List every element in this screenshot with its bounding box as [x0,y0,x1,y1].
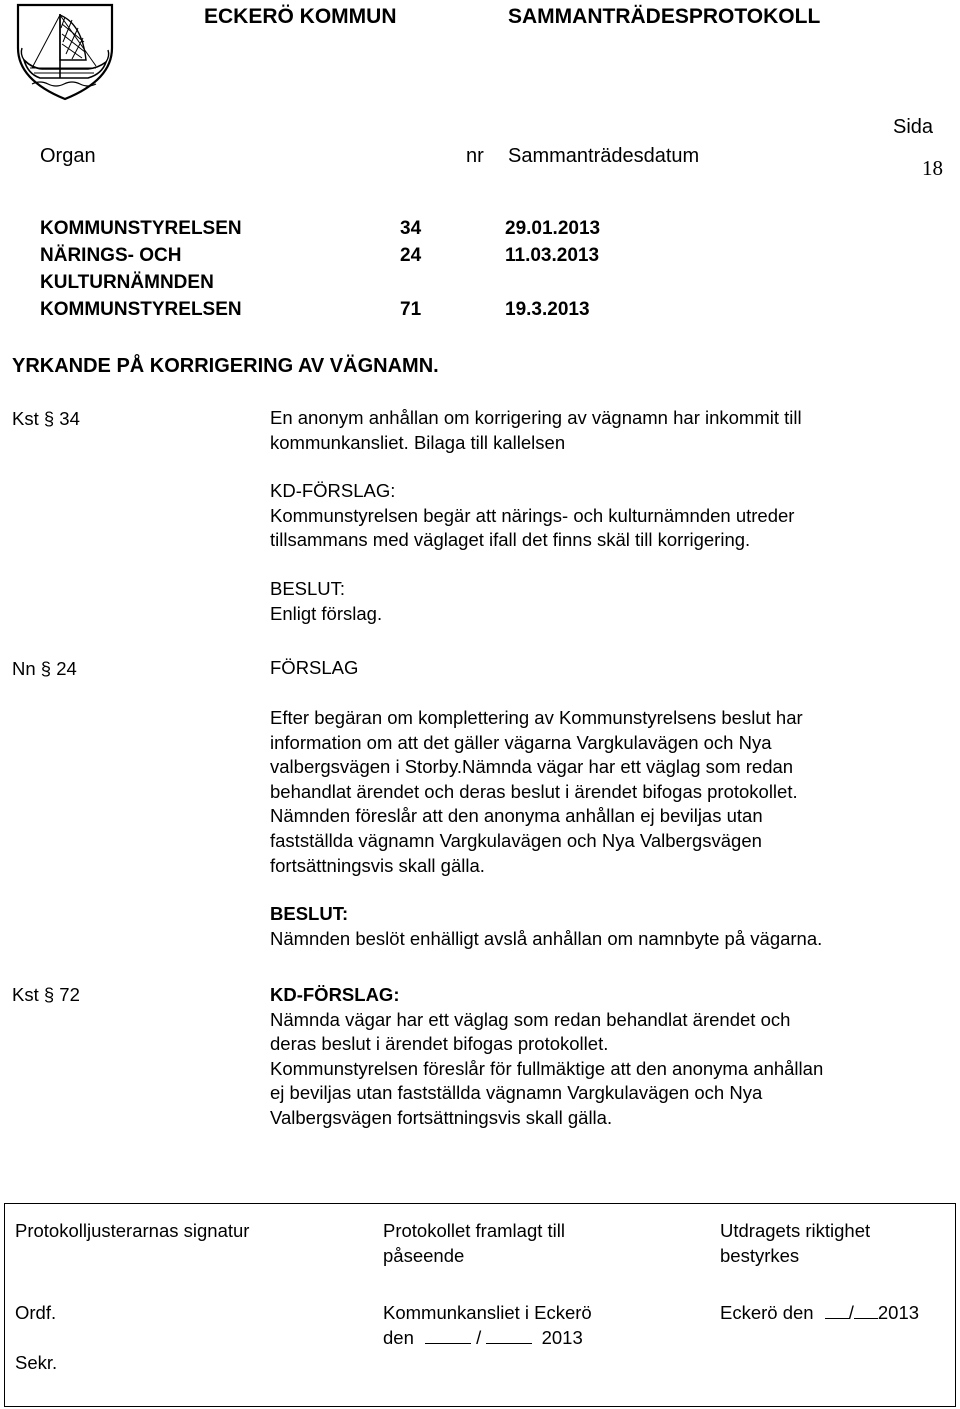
date-blank-day [425,1326,471,1344]
footer-signature-heading: Protokolljusterarnas signatur [15,1220,250,1241]
footer-place: Eckerö den [720,1302,814,1323]
meeting-organ: KOMMUNSTYRELSEN [40,299,242,320]
document-title: YRKANDE PÅ KORRIGERING AV VÄGNAMN. [12,355,439,377]
beslut-label: BESLUT: [270,903,349,925]
text-line: Kommunstyrelsen föreslår för fullmäktige att den anonyma anhållan [270,1057,824,1079]
text-line: tillsammans med väglaget ifall det finns skäl till korrigering. [270,529,751,551]
text-line: Valbergsvägen fortsättningsvis skall gälla. [270,1106,613,1128]
text-line: valbergsvägen i Storby.Nämnda vägar har ett väglag som redan [270,756,794,778]
text-line: Nämnden beslöt enhälligt avslå anhållan om namnbyte på vägarna. [270,927,823,949]
text-line: Nämnden föreslår att den anonyma anhållan ej beviljas utan [270,805,763,827]
footer-year: 2013 [877,1302,920,1323]
footer-posted-heading [383,1218,565,1268]
footer-date-line: Eckerö den / 2013 [720,1302,920,1323]
text-line: En anonym anhållan om korrigering av vägnamn har inkommit till [270,407,802,428]
text-line: ej beviljas utan fastställda vägnamn Vargkulavägen och Nya [270,1082,763,1104]
meeting-nr: 34 [400,218,422,239]
date-blank-month [854,1301,878,1319]
footer-posted-place [383,1300,592,1350]
text-line: fortsättningsvis skall gälla. [270,854,485,876]
section-ref: Kst § 72 [12,984,80,1005]
footer-year: 2013 [541,1327,583,1348]
meeting-organ: NÄRINGS- OCH [40,245,182,266]
kd-label: KD-FÖRSLAG: [270,984,400,1005]
page-label: Sida [893,116,934,138]
document-type: SAMMANTRÄDESPROTOKOLL [508,5,821,28]
footer-date-line: den / 2013 [383,1327,583,1348]
section-body [270,983,823,1131]
meeting-date: 29.01.2013 [505,218,601,239]
section-ref: Nn § 24 [12,658,77,679]
text-line: behandlat ärendet och deras beslut i ärendet bifogas protokollet. [270,780,798,802]
meeting-nr: 71 [400,299,422,320]
text-line: fastställda vägnamn Vargkulavägen och Nya Valbergsvägen [270,829,762,851]
text-line: Kommunstyrelsen begär att närings- och kulturnämnden utreder [270,504,795,526]
footer-heading-line: Utdragets riktighet [720,1220,871,1241]
secretary-label: Sekr. [15,1352,58,1373]
section-body [270,706,822,951]
meeting-organ: KOMMUNSTYRELSEN [40,218,242,239]
municipality-name: ECKERÖ KOMMUN [204,5,397,28]
column-date: Sammanträdesdatum [508,145,700,167]
footer-heading-line: påseende [383,1245,465,1266]
section-body [270,406,802,626]
footer-heading-line: bestyrkes [720,1245,800,1266]
date-blank-month [486,1326,532,1344]
table-border-left [4,1203,5,1407]
meeting-date: 19.3.2013 [505,299,590,320]
beslut-label: BESLUT: [270,577,346,599]
table-border-right [955,1203,956,1407]
column-nr: nr [466,145,484,167]
footer-place-line: Kommunkansliet i Eckerö [383,1302,592,1323]
page-number: 18 [922,156,943,180]
meeting-date: 11.03.2013 [505,245,600,266]
text-line: information om att det gäller vägarna Vargkulavägen och Nya [270,731,772,753]
footer-certified-place [720,1300,919,1325]
section-ref: Kst § 34 [12,408,80,429]
municipal-coat-of-arms [10,2,120,102]
table-border-top [4,1203,956,1204]
section-label: FÖRSLAG [270,657,359,678]
text-line: kommunkansliet. Bilaga till kallelsen [270,431,566,453]
footer-den: den [383,1327,414,1348]
table-border-bottom [4,1406,956,1407]
text-line: deras beslut i ärendet bifogas protokollet. [270,1033,609,1055]
footer-heading-line: Protokollet framlagt till [383,1220,565,1241]
text-line: Efter begäran om komplettering av Kommunstyrelsens beslut har [270,707,803,728]
meeting-nr: 24 [400,245,422,266]
chairman-label: Ordf. [15,1302,57,1323]
date-blank-day [825,1301,849,1319]
meeting-organ: KULTURNÄMNDEN [40,272,214,293]
footer-certified-heading [720,1218,870,1268]
text-line: Nämnda vägar har ett väglag som redan behandlat ärendet och [270,1008,791,1030]
text-line: Enligt förslag. [270,602,383,624]
column-organ: Organ [40,145,96,167]
kd-label: KD-FÖRSLAG: [270,480,396,502]
